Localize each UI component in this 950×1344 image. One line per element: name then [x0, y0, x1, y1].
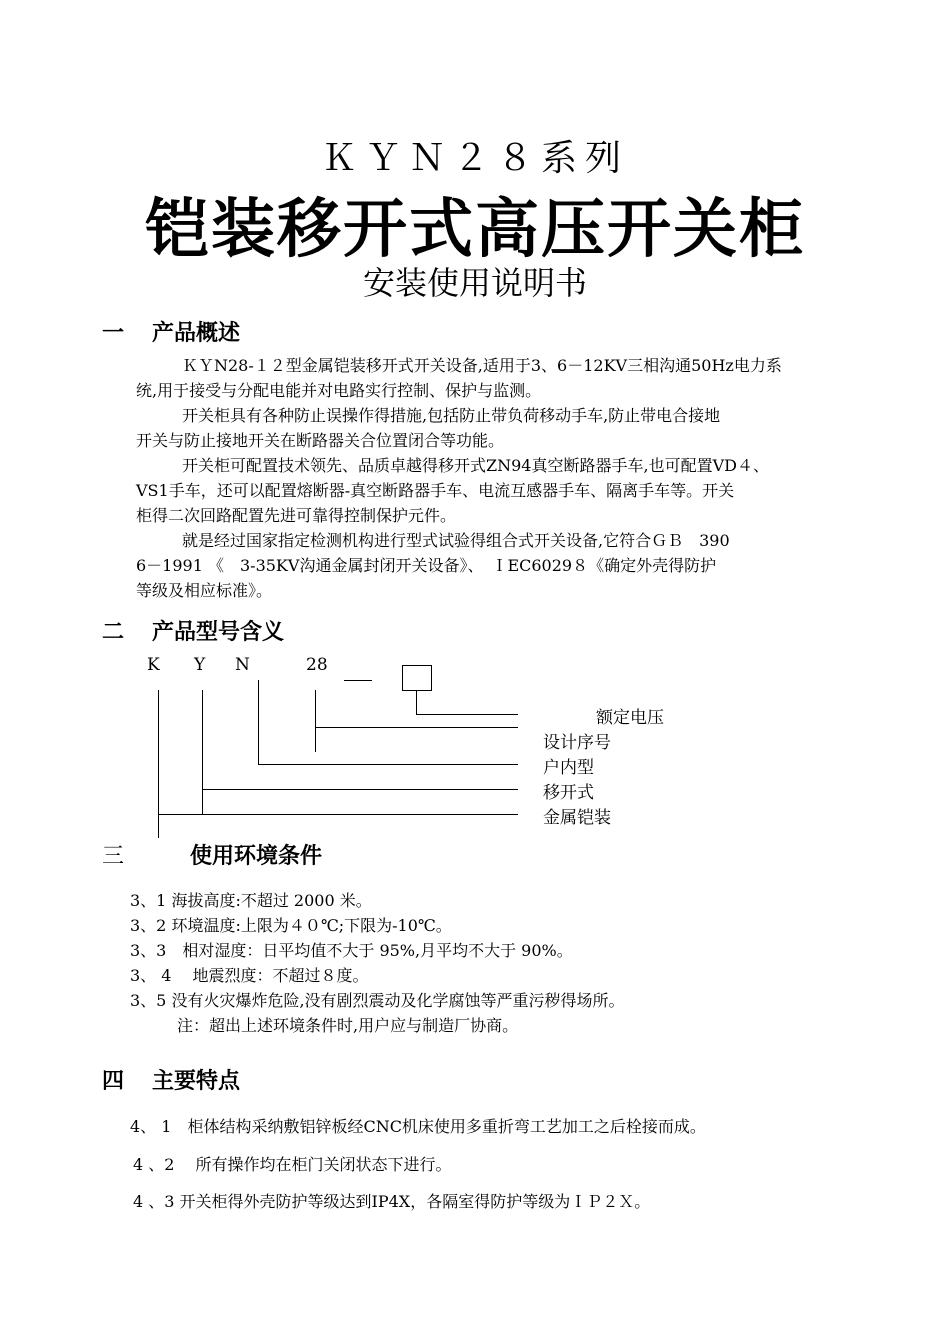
vline-n: [258, 680, 259, 764]
code-dash: [344, 680, 372, 681]
code-28: 28: [306, 655, 328, 675]
code-n: N: [235, 655, 250, 675]
feature-item-2: 4 、2 所有操作均在柜门关闭状态下进行。: [133, 1155, 452, 1174]
env-item-2: 3、2 环境温度:上限为４０℃;下限为-10℃。: [130, 916, 452, 935]
hline-design: [315, 727, 518, 728]
label-metal-clad: 金属铠装: [543, 808, 611, 828]
label-design-seq: 设计序号: [543, 733, 611, 753]
section3-heading: 使用环境条件: [190, 844, 323, 869]
section1-line-2: 统,用于接受与分配电能并对电路实行控制、保护与监测。: [136, 381, 542, 400]
section1-line-4: 开关与防止接地开关在断路器关合位置闭合等功能。: [136, 431, 505, 450]
vline-k: [158, 690, 159, 838]
vline-y: [202, 690, 203, 814]
hline-withdrawable: [202, 789, 518, 790]
hline-metal: [158, 814, 518, 815]
section4-number: 四: [102, 1069, 125, 1094]
vline-box: [416, 690, 417, 714]
section1-line-8: 就是经过国家指定检测机构进行型式试验得组合式开关设备,它符合ＧＢ 390: [182, 531, 730, 550]
series-title: ＫＹＮ２８系列: [320, 138, 629, 179]
feature-item-1: 4、 1 柜体结构采纳敷铝锌板经CNC机床使用多重折弯工艺加工之后栓接而成。: [130, 1117, 706, 1136]
section3-number: 三: [102, 844, 125, 869]
env-item-1: 3、1 海拔高度:不超过 2000 米。: [130, 891, 372, 910]
code-y: Y: [194, 655, 206, 675]
vline-28: [315, 690, 316, 752]
section4-heading: 主要特点: [152, 1069, 241, 1094]
env-item-3: 3、3 相对湿度：日平均值不大于 95%,月平均不大于 90%。: [130, 941, 573, 960]
section1-line-10: 等级及相应标准》。: [136, 581, 273, 600]
label-rated-voltage: 额定电压: [596, 708, 664, 728]
code-k: K: [147, 655, 160, 675]
env-item-4: 3、 4 地震烈度：不超过８度。: [130, 966, 369, 985]
section1-line-6: VS1手车，还可以配置熔断器-真空断路器手车、电流互感器手车、隔离手车等。开关: [136, 481, 735, 500]
env-item-5: 3、5 没有火灾爆炸危险,没有剧烈震动及化学腐蚀等严重污秽得场所。: [130, 991, 625, 1010]
section1-line-3: 开关柜具有各种防止误操作得措施,包括防止带负荷移动手车,防止带电合接地: [182, 406, 721, 425]
section2-number: 二: [102, 620, 125, 645]
feature-item-3: 4 、3 开关柜得外壳防护等级达到IP4X，各隔室得防护等级为ＩＰ２Ｘ。: [133, 1192, 651, 1211]
section1-number: 一: [102, 321, 125, 346]
voltage-box: [402, 665, 432, 691]
section2-heading: 产品型号含义: [152, 620, 285, 645]
subtitle: 安装使用说明书: [362, 264, 587, 302]
section1-body: [136, 353, 848, 603]
section1-line-9: 6－1991 《 3-35KV沟通金属封闭开关设备》、 ＩEC6029８《确定外壳得防护: [136, 556, 717, 575]
section1-line-7: 柜得二次回路配置先进可靠得控制保护元件。: [136, 506, 457, 525]
label-withdrawable: 移开式: [543, 783, 594, 803]
section1-line-5: 开关柜可配置技术领先、品质卓越得移开式ZN94真空断路器手车,也可配置VD４、: [182, 456, 769, 475]
env-note: 注：超出上述环境条件时,用户应与制造厂协商。: [177, 1016, 519, 1035]
hline-indoor: [258, 764, 518, 765]
label-indoor: 户内型: [543, 758, 594, 778]
section1-heading: 产品概述: [152, 321, 241, 346]
main-title: 铠装移开式高压开关柜: [145, 193, 805, 267]
hline-voltage: [416, 714, 518, 715]
section1-line-1: ＫＹN28-１２型金属铠装移开式开关设备,适用于3、6－12KV三相沟通50Hz电力系: [182, 356, 782, 375]
